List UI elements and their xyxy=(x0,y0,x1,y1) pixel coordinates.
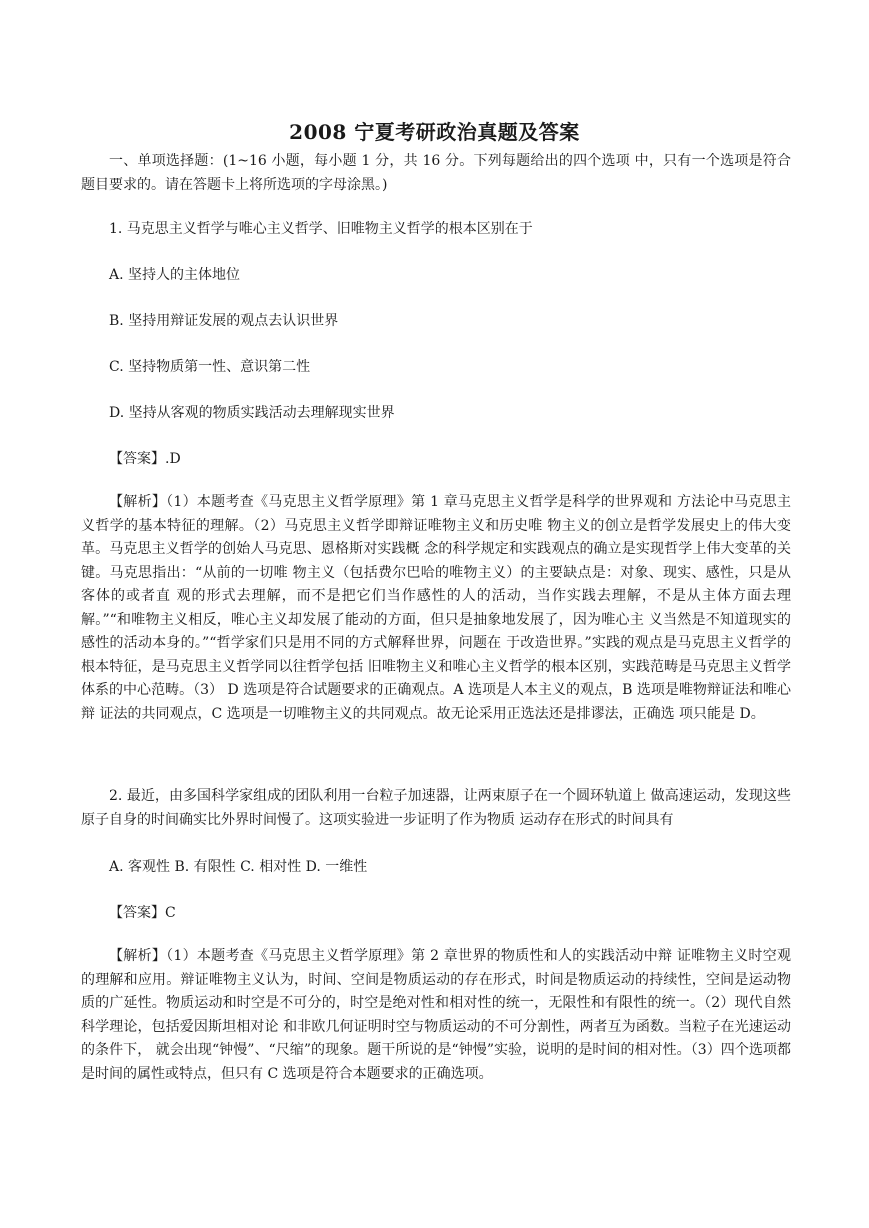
question-2-analysis: 【解析】（1）本题考查《马克思主义哲学原理》第 2 章世界的物质性和人的实践活动中辩 证唯物主义时空观的理解和应用。辩证唯物主义认为，时间、空间是物质运动的存在形式，时间是物质运动的持续性，空间是运动物质的广延性。物质运动和时空是不可分的，时空是绝对性和相对性的统一，无限性和有限性的统一。（2）现代自然科学理论，包括爱因斯坦相对论 和非欧几何证明时空与物质运动的不可分割性，两者互为函数。当粒子在光速运动的条件下， 就会出现“钟慢”、“尺缩”的现象。题干所说的是“钟慢”实验，说明的是时间的相对性。（3）四个选项都是时间的属性或特点，但只有 C 选项是符合本题要求的正确选项。 xyxy=(81,948,791,1082)
question-1-analysis: 【解析】（1）本题考查《马克思主义哲学原理》第 1 章马克思主义哲学是科学的世界观和 方法论中马克思主义哲学的基本特征的理解。（2）马克思主义哲学即辩证唯物主义和历史唯 物主义的创立是哲学发展史上的伟大变革。马克思主义哲学的创始人马克思、恩格斯对实践概 念的科学规定和实践观点的确立是实现哲学上伟大变革的关键。马克思指出：“从前的一切唯 物主义（包括费尔巴哈的唯物主义）的主要缺点是：对象、现实、感性，只是从客体的或者直 观的形式去理解，而不是把它们当作感性的人的活动，当作实践去理解，不是从主体方面去理 解。”“和唯物主义相反，唯心主义却发展了能动的方面，但只是抽象地发展了，因为唯心主 义当然是不知道现实的感性的活动本身的。”“哲学家们只是用不同的方式解释世界，问题在 于改造世界。”实践的观点是马克思主义哲学的根本特征，是马克思主义哲学同以往哲学包括 旧唯物主义和唯心主义哲学的根本区别，实践范畴是马克思主义哲学体系的中心范畴。（3） D 选项是符合试题要求的正确观点。A 选项是人本主义的观点，B 选项是唯物辩证法和唯心辩 证法的共同观点，C 选项是一切唯物主义的共同观点。故无论采用正选法还是排谬法，正确选 项只能是 D。 xyxy=(81,494,791,722)
question-1-option-d: D. 坚持从客观的物质实践活动去理解现实世界 xyxy=(109,405,395,421)
page-title: 2008 宁夏考研政治真题及答案 xyxy=(289,120,580,144)
question-2-answer: 【答案】C xyxy=(109,905,176,921)
question-1-option-a: A. 坚持人的主体地位 xyxy=(109,267,241,283)
question-1-answer: 【答案】.D xyxy=(109,451,181,467)
question-2-stem: 2. 最近，由多国科学家组成的团队利用一台粒子加速器，让两束原子在一个圆环轨道上 做高速运动，发现这些原子自身的时间确实比外界时间慢了。这项实验进一步证明了作为物质 运动存在形式的时间具有 xyxy=(81,788,791,828)
question-1-stem: 1. 马克思主义哲学与唯心主义哲学、旧唯物主义哲学的根本区别在于 xyxy=(109,221,533,237)
question-1-option-b: B. 坚持用辩证发展的观点去认识世界 xyxy=(109,313,339,329)
instructions-paragraph: 一、单项选择题：(1~16 小题，每小题 1 分，共 16 分。下列每题给出的四个选项 中，只有一个选项是符合题目要求的。请在答题卡上将所选项的字母涂黑。) xyxy=(81,153,791,193)
question-1-option-c: C. 坚持物质第一性、意识第二性 xyxy=(109,359,311,375)
question-2-options: A. 客观性 B. 有限性 C. 相对性 D. 一维性 xyxy=(109,859,368,875)
